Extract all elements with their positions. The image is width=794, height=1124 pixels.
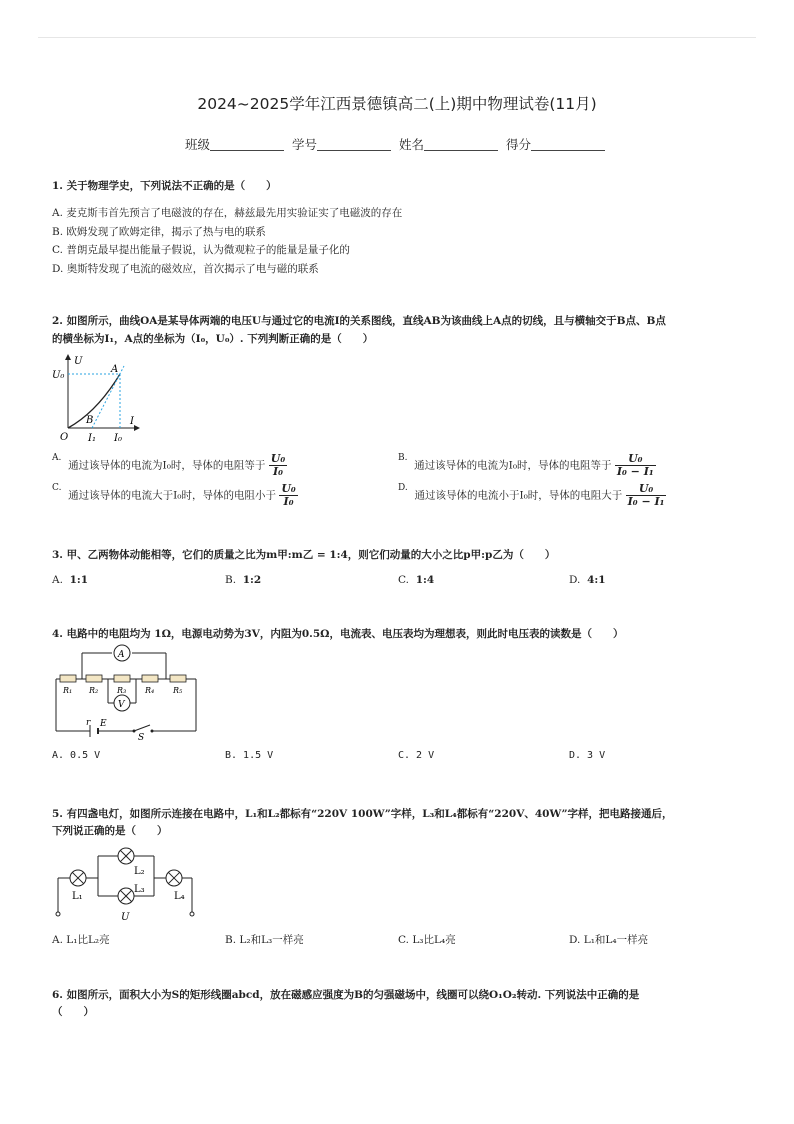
graph-i0-label: I₀ [114,433,122,444]
switch-label: S [138,733,145,741]
q5-stem-line1: 5. 有四盏电灯，如图所示连接在电路中，L₁和L₂都标有“220V 100W”字样，L₃和L₄都标有“220V、40W”字样，把电路接通后， [52,808,673,820]
fraction-u0-i0-i1 [615,453,656,478]
q1-options [52,204,402,278]
q3-option-b-value: 1:2 [242,574,262,586]
r5-label: R₅ [173,686,183,695]
frac-num: U₀ [615,453,656,466]
q6-stem-line1: 6. 如图所示，面积大小为S的矩形线圈abcd，放在磁感应强度为B的匀强磁场中，线圈可以绕O₁O₂转动. 下列说法中正确的是 [52,989,640,1001]
name-field[interactable] [424,138,498,151]
q2-option-a[interactable] [52,453,287,478]
number-field[interactable] [317,138,391,151]
q3-option-a-letter: A. [52,574,63,586]
q2-option-a-text: 通过该导体的电流为I₀时，导体的电阻等于 [68,459,266,472]
lamp-l1-label: L₁ [72,891,83,902]
q3-option-d-letter: D. [569,574,581,586]
q6-stem-line2: （ ） [52,1006,94,1018]
q3-option-d-value: 4:1 [587,574,606,586]
q4-option-d[interactable]: D. 3 V [569,750,606,761]
q3-option-b[interactable] [225,574,261,586]
q2-option-b[interactable] [398,453,656,478]
graph-a-label: A [111,364,119,375]
lamp-l4-label: L₄ [174,891,185,902]
q2-option-d-letter: D. [398,483,408,493]
q3-option-b-letter: B. [225,574,237,586]
q4-option-b[interactable]: B. 1.5 V [225,750,274,761]
q5-option-a[interactable]: A. L₁比L₂亮 [52,934,110,946]
q4-option-c[interactable]: C. 2 V [398,750,435,761]
frac-num: U₀ [626,483,667,496]
q5-stem-line2: 下列说正确的是（ ） [52,825,168,837]
q4-stem: 4. 电路中的电阻均为 1Ω，电源电动势为3V，内阻为0.5Ω，电流表、电压表均为理想表，则此时电压表的读数是（ ） [52,628,624,640]
frac-den: I₀ [272,465,283,478]
voltage-u-label: U [121,912,130,923]
lamp-l3-label: L₃ [134,884,145,895]
q1-option-b[interactable]: B. 欧姆发现了欧姆定律，揭示了热与电的联系 [52,225,266,238]
q2-ui-graph [52,352,142,444]
page-title: 2024~2025学年江西景德镇高二(上)期中物理试卷(11月) [197,95,597,113]
graph-u0-label: U₀ [52,370,65,381]
r1-label: R₁ [63,686,73,695]
internal-resistance-label: r [86,718,91,728]
r2-label: R₂ [89,686,99,695]
q3-option-a[interactable] [52,574,88,586]
q5-lamp-circuit [52,844,204,924]
q5-option-b[interactable]: B. L₂和L₃一样亮 [225,934,304,946]
q1-option-d[interactable]: D. 奥斯特发现了电流的磁效应，首次揭示了电与磁的联系 [52,262,319,275]
frac-num: U₀ [270,452,286,465]
q2-option-b-letter: B. [398,453,408,463]
r3-label: R₃ [117,686,127,695]
q3-option-c[interactable] [398,574,434,586]
class-field[interactable] [210,138,284,151]
q2-option-a-letter: A. [52,453,62,463]
q3-option-a-value: 1:1 [69,574,89,586]
q2-option-c[interactable] [52,483,298,508]
q3-option-c-letter: C. [398,574,409,586]
emf-label: E [100,719,107,729]
q3-option-d[interactable] [569,574,606,586]
q3-option-c-value: 1:4 [415,574,435,586]
number-label: 学号 [291,137,317,152]
frac-den: I₀ − I₁ [627,495,665,508]
q2-option-d-text: 通过该导体的电流小于I₀时，导体的电阻大于 [414,489,623,502]
q4-option-a[interactable]: A. 0.5 V [52,750,101,761]
q5-option-d[interactable]: D. L₁和L₄一样亮 [569,934,649,946]
q2-option-c-letter: C. [52,483,62,493]
student-info [0,135,794,153]
q1-stem: 1. 关于物理学史，下列说法不正确的是（ ） [52,180,277,192]
fraction-u0-i0 [269,453,287,478]
frac-den: I₀ [283,495,294,508]
graph-b-label: B [86,415,94,426]
ammeter-label: A [118,650,125,660]
graph-i-label: I [130,416,134,427]
q2-stem-line2: 的横坐标为I₁，A点的坐标为（I₀，U₀）. 下列判断正确的是（ ） [52,333,374,345]
frac-den: I₀ − I₁ [616,465,654,478]
r4-label: R₄ [145,686,155,695]
q2-option-b-text: 通过该导体的电流为I₀时，导体的电阻等于 [414,459,612,472]
q2-stem-line1: 2. 如图所示，曲线OA是某导体两端的电压U与通过它的电流I的关系图线，直线AB为该曲线上A点的切线，且与横轴交于B点、B点 [52,315,666,327]
q5-option-c[interactable]: C. L₃比L₄亮 [398,934,456,946]
q2-option-c-text: 通过该导体的电流大于I₀时，导体的电阻小于 [68,489,276,502]
graph-i1-label: I₁ [88,433,96,444]
voltmeter-label: V [118,700,125,710]
lamp-l2-label: L₂ [134,866,145,877]
name-label: 姓名 [398,137,424,152]
q1-option-c[interactable]: C. 普朗克最早提出能量子假说，认为微观粒子的能量是量子化的 [52,244,350,256]
top-rule [38,37,756,38]
graph-origin-label: O [60,432,69,443]
fraction-u0-i0-i1 [626,483,667,508]
q1-option-a[interactable]: A. 麦克斯韦首先预言了电磁波的存在，赫兹最先用实验证实了电磁波的存在 [52,207,403,219]
fraction-u0-i0 [279,483,297,508]
q4-circuit-diagram [50,643,202,741]
frac-num: U₀ [281,482,296,495]
q2-option-d[interactable] [398,483,666,508]
graph-u-label: U [74,356,83,367]
class-label: 班级 [184,137,210,152]
score-field[interactable] [531,138,605,151]
score-label: 得分 [505,137,531,152]
q3-stem: 3. 甲、乙两物体动能相等，它们的质量之比为m甲:m乙 = 1:4，则它们动量的大小之比p甲:p乙为（ ） [52,549,556,561]
